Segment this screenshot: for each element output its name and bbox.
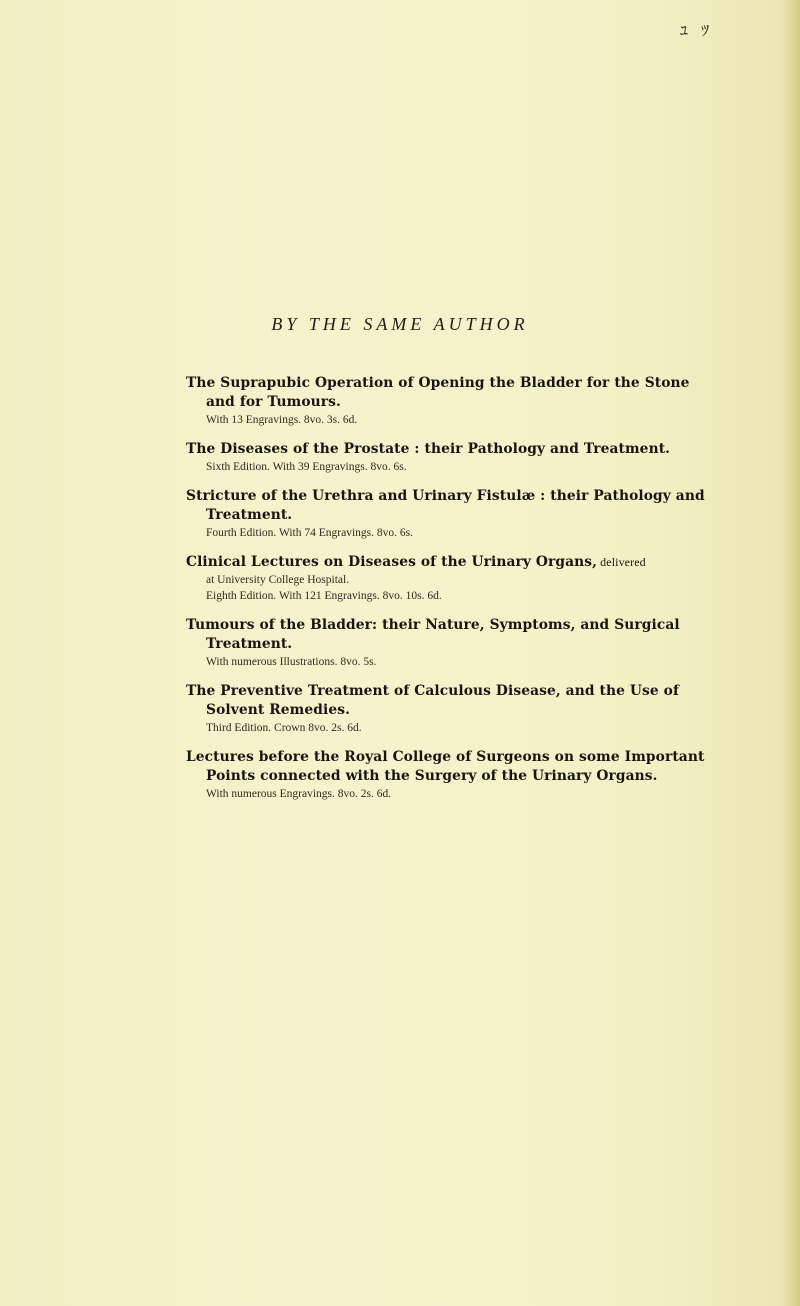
book-title-text: Tumours of the Bladder: their Nature, Symptoms, and Surgical Treatment.: [186, 617, 680, 652]
book-entry: [186, 553, 706, 604]
book-entry: [186, 616, 706, 670]
page-edge-shadow: [782, 0, 800, 1306]
book-entry: [186, 487, 706, 541]
book-title-text: The Suprapubic Operation of Opening the Bladder for the Stone and for Tumours.: [186, 375, 690, 410]
book-edition-details: With numerous Illustrations. 8vo. 5s.: [206, 656, 377, 668]
book-title-text: The Preventive Treatment of Calculous Disease, and the Use of Solvent Remedies.: [186, 683, 679, 718]
book-title-suffix: delivered: [597, 555, 646, 569]
book-edition-details: Fourth Edition. With 74 Engravings. 8vo. 6s.: [206, 527, 413, 539]
book-title-text: Stricture of the Urethra and Urinary Fistulæ : their Pathology and Treatment.: [186, 488, 705, 523]
book-title-text: Lectures before the Royal College of Surgeons on some Important Points connected with the Surgery of the Urinary Organs.: [186, 749, 705, 784]
book-edition-details: Eighth Edition. With 121 Engravings. 8vo. 10s. 6d.: [206, 590, 442, 602]
book-list: [186, 374, 706, 814]
book-title-text: Clinical Lectures on Diseases of the Urinary Organs,: [186, 554, 598, 570]
page-heading: BY THE SAME AUTHOR: [271, 314, 529, 334]
corner-mark: ﾕ ﾂ: [680, 21, 714, 40]
book-title: [186, 374, 706, 412]
book-entry: [186, 748, 706, 802]
book-title-text: The Diseases of the Prostate : their Pathology and Treatment.: [186, 441, 671, 457]
book-title: [186, 682, 706, 720]
book-edition-details: With 13 Engravings. 8vo. 3s. 6d.: [206, 414, 358, 426]
book-entry: [186, 440, 706, 475]
book-entry: [186, 682, 706, 736]
book-title: [186, 440, 706, 459]
book-edition-details: With numerous Engravings. 8vo. 2s. 6d.: [206, 788, 392, 800]
book-entry: [186, 374, 706, 428]
book-edition-details: Third Edition. Crown 8vo. 2s. 6d.: [206, 722, 362, 734]
book-title: [186, 487, 706, 525]
book-title: [186, 553, 706, 572]
book-subtitle: at University College Hospital.: [206, 574, 350, 586]
book-title: [186, 616, 706, 654]
book-edition-details: Sixth Edition. With 39 Engravings. 8vo. 6s.: [206, 461, 407, 473]
book-title: [186, 748, 706, 786]
